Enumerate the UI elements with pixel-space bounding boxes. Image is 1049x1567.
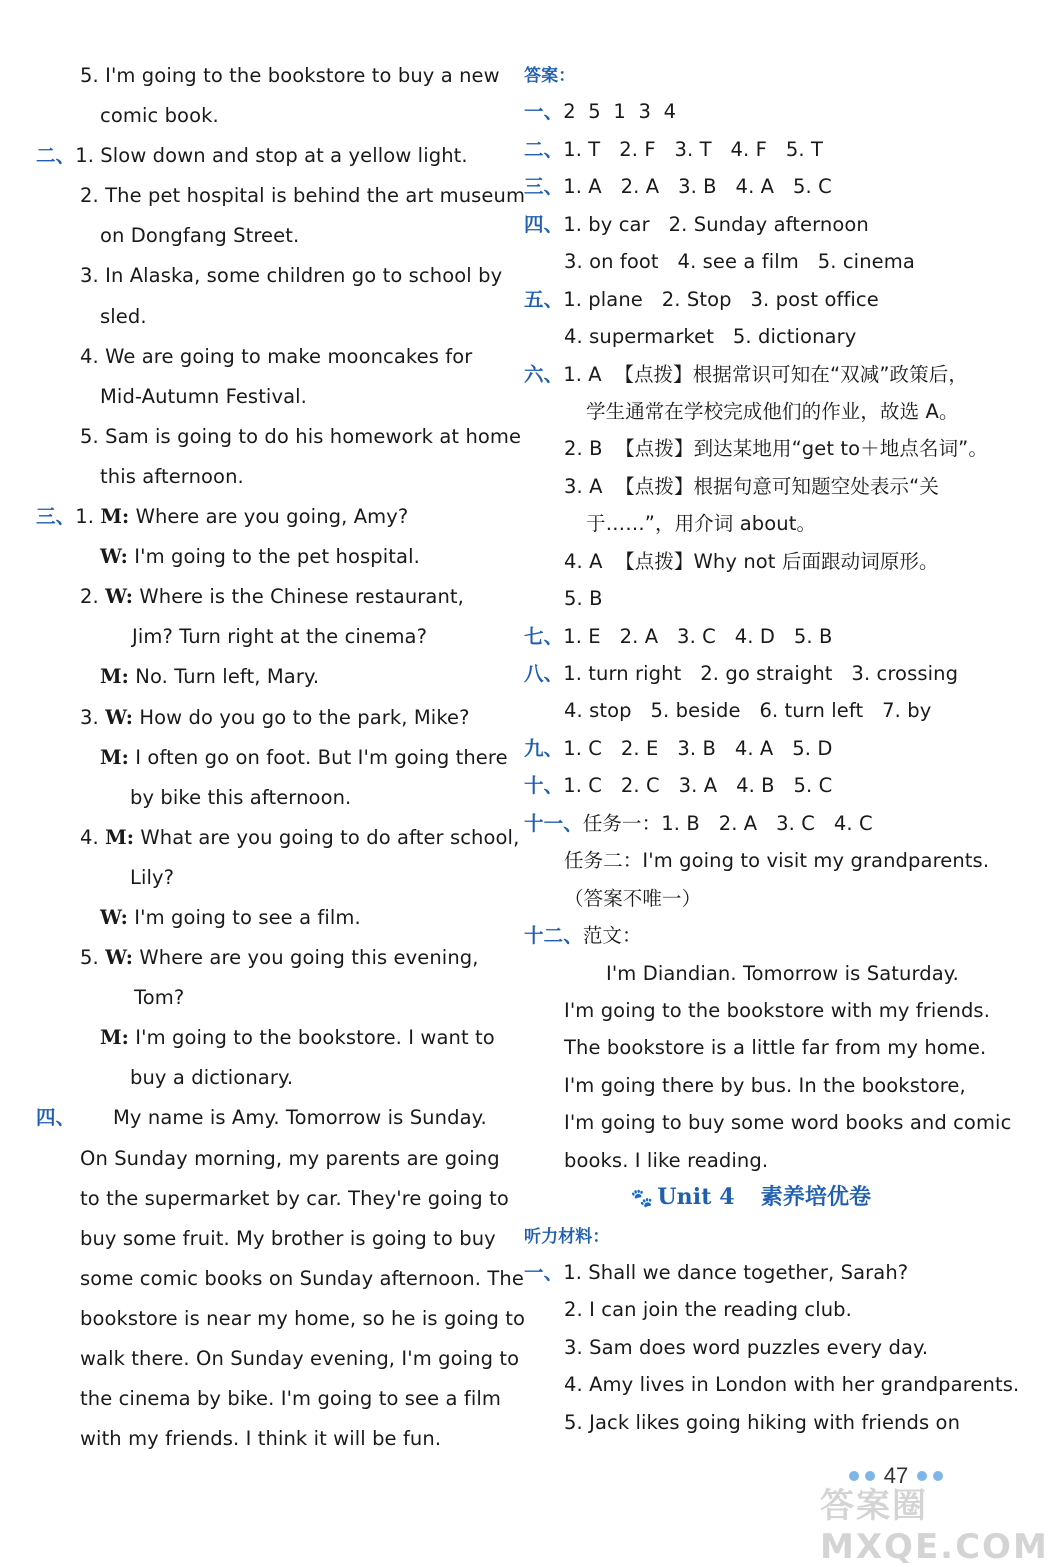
- speaker-label: M:: [100, 665, 129, 689]
- unit-label: Unit 4: [657, 1184, 735, 1211]
- text-line: [36, 1339, 520, 1379]
- line-text: 2.: [80, 585, 106, 609]
- text-line: [524, 580, 978, 617]
- line-text: I'm going to the pet hospital.: [127, 545, 420, 569]
- text-line: [36, 56, 500, 96]
- line-text: What are you going to do after school,: [134, 825, 520, 849]
- text-line: [36, 577, 492, 617]
- text-line: [524, 356, 978, 393]
- text-line: [524, 730, 978, 767]
- speaker-label: W:: [100, 545, 128, 569]
- line-text: 4. We are going to make mooncakes for: [80, 344, 473, 368]
- line-text: Lily?: [130, 865, 175, 889]
- text-line: [36, 1058, 492, 1098]
- text-line: [36, 1379, 501, 1419]
- line-text: this afternoon.: [100, 464, 244, 488]
- text-line: [524, 1329, 978, 1366]
- text-line: [36, 1179, 509, 1219]
- line-text: I often go on foot. But I'm going there: [128, 745, 508, 769]
- text-line: [524, 655, 978, 692]
- section-number: 四、: [36, 1106, 76, 1130]
- line-text: （答案不唯一）: [564, 886, 702, 910]
- header-label: 听力材料：: [524, 1226, 610, 1247]
- line-text: 4. A 【点拨】Why not 后面跟动词原形。: [564, 549, 939, 573]
- line-text: 1. plane 2. Stop 3. post office: [563, 287, 879, 311]
- line-text: 1. A 2. A 3. B 4. A 5. C: [563, 175, 832, 199]
- text-line: [524, 805, 978, 842]
- line-text: 1.: [75, 505, 101, 529]
- line-text: Jim? Turn right at the cinema?: [132, 625, 428, 649]
- text-line: [524, 842, 990, 879]
- line-text: to the supermarket by car. They're going to: [80, 1186, 509, 1210]
- text-line: [36, 1139, 500, 1179]
- line-text: on Dongfang Street.: [100, 224, 300, 248]
- text-line: [524, 992, 990, 1029]
- line-text: Where are you going this evening,: [133, 946, 479, 970]
- line-text: 4. Amy lives in London with her grandparents.: [564, 1373, 1020, 1397]
- section-number: 十、: [524, 774, 564, 798]
- text-line: [524, 543, 978, 580]
- line-text: On Sunday morning, my parents are going: [80, 1146, 500, 1170]
- unit-name: 素养培优卷: [760, 1185, 872, 1211]
- text-line: [524, 1366, 1020, 1403]
- text-line: [36, 337, 492, 377]
- text-line: [524, 880, 978, 917]
- text-line: [36, 1419, 492, 1459]
- line-text: 1. T 2. F 3. T 4. F 5. T: [563, 137, 823, 161]
- text-line: [524, 955, 978, 992]
- text-line: [524, 692, 978, 729]
- text-line: [524, 767, 978, 804]
- line-text: 5. Jack likes going hiking with friends on: [564, 1410, 961, 1434]
- text-line: [36, 537, 492, 577]
- line-text: 3.: [80, 705, 106, 729]
- line-text: walk there. On Sunday evening, I'm going to: [80, 1347, 520, 1370]
- line-text: 于……”，用介词 about。: [586, 512, 817, 536]
- text-line: [524, 206, 978, 243]
- text-line: [36, 216, 492, 256]
- speaker-label: M:: [100, 745, 129, 769]
- line-text: buy some fruit. My brother is going to buy: [80, 1226, 496, 1250]
- text-line: [36, 1219, 496, 1259]
- line-text: Mid-Autumn Festival.: [100, 384, 307, 408]
- line-text: 范文：: [582, 924, 642, 948]
- watermark: 答案圈 MXQE.COM: [820, 1486, 1049, 1567]
- text-line: [36, 738, 508, 778]
- line-text: 5. Sam is going to do his homework at home: [80, 424, 522, 448]
- line-text: 2 5 1 3 4: [563, 100, 677, 124]
- line-text: 2. I can join the reading club.: [564, 1298, 852, 1322]
- paw-icon: 🐾: [630, 1188, 654, 1210]
- section-number: 八、: [524, 662, 564, 685]
- text-line: [524, 1142, 978, 1179]
- section-number: 三、: [524, 175, 564, 199]
- line-text: 4. stop 5. beside 6. turn left 7. by: [564, 699, 932, 723]
- text-line: [524, 1254, 978, 1291]
- line-text: Where are you going, Amy?: [129, 505, 409, 529]
- line-text: 3. In Alaska, some children go to school by: [80, 264, 503, 288]
- section-number: 六、: [524, 362, 564, 386]
- line-text: comic book.: [100, 104, 219, 128]
- text-line: [524, 505, 978, 542]
- text-line: [36, 96, 492, 136]
- text-line: [36, 1259, 524, 1299]
- section-number: 二、: [524, 137, 564, 161]
- line-text: I'm going to buy some word books and comic: [564, 1111, 1012, 1135]
- section-number: 七、: [524, 624, 564, 648]
- line-text: 5. I'm going to the bookstore to buy a new: [80, 64, 500, 87]
- line-text: I'm Diandian. Tomorrow is Saturday.: [606, 961, 959, 985]
- speaker-label: M:: [100, 505, 130, 529]
- line-text: 学生通常在学校完成他们的作业，故选 A。: [586, 399, 959, 423]
- page-number: 47: [883, 1463, 909, 1488]
- speaker-label: W:: [105, 705, 134, 729]
- text-line: [36, 136, 492, 176]
- header-label: 答案：: [524, 66, 576, 86]
- line-text: No. Turn left, Mary.: [128, 665, 320, 689]
- section-number: 五、: [524, 287, 564, 311]
- text-line: [524, 1029, 987, 1066]
- section-number: 一、: [524, 100, 564, 124]
- line-text: 任务一：1. B 2. A 3. C 4. C: [582, 811, 873, 835]
- line-text: 3. on foot 4. see a film 5. cinema: [564, 250, 915, 274]
- line-text: 1. C 2. C 3. A 4. B 5. C: [563, 774, 833, 798]
- text-line: [36, 1098, 492, 1138]
- line-text: 4. supermarket 5. dictionary: [564, 325, 857, 349]
- text-line: [524, 917, 978, 954]
- text-line: [36, 497, 492, 537]
- speaker-label: W:: [105, 946, 134, 970]
- text-line: [524, 243, 978, 280]
- line-text: 2. B 【点拨】到达某地用“get to＋地点名词”。: [564, 437, 988, 461]
- section-header: [524, 56, 978, 93]
- speaker-label: W:: [100, 905, 128, 929]
- text-line: [36, 698, 492, 738]
- line-text: sled.: [100, 304, 147, 328]
- text-line: [36, 978, 492, 1018]
- text-line: [36, 938, 492, 978]
- text-line: [524, 468, 978, 505]
- text-line: [36, 617, 492, 657]
- line-text: buy a dictionary.: [130, 1066, 294, 1090]
- text-line: [36, 377, 492, 417]
- line-text: I'm going to see a film.: [127, 905, 361, 929]
- line-text: 1. Shall we dance together, Sarah?: [563, 1261, 909, 1284]
- text-line: [36, 1018, 495, 1058]
- section-number: 二、: [36, 144, 76, 168]
- line-text: 1. E 2. A 3. C 4. D 5. B: [563, 624, 833, 648]
- text-line: [524, 430, 988, 467]
- line-text: The bookstore is a little far from my home.: [564, 1036, 987, 1060]
- line-text: I'm going to the bookstore with my friends.: [564, 998, 990, 1022]
- right-column: [524, 56, 1020, 1441]
- section-header: [524, 1217, 978, 1254]
- text-line: [36, 417, 522, 457]
- text-line: [36, 657, 492, 697]
- section-number: 十二、: [524, 924, 583, 948]
- text-line: [524, 93, 978, 130]
- line-text: 任务二：I'm going to visit my grandparents.: [564, 849, 990, 873]
- text-line: [524, 281, 978, 318]
- line-text: I'm going there by bus. In the bookstore,: [564, 1073, 966, 1097]
- text-line: [524, 618, 978, 655]
- text-line: [524, 1067, 978, 1104]
- speaker-label: M:: [100, 1026, 129, 1050]
- line-text: 5.: [80, 946, 106, 970]
- left-column: [36, 56, 526, 1459]
- line-text: 1. Slow down and stop at a yellow light.: [75, 144, 468, 168]
- text-line: [36, 898, 492, 938]
- speaker-label: W:: [105, 585, 134, 609]
- text-line: [524, 393, 978, 430]
- unit-title: [524, 1179, 978, 1216]
- line-text: 3. Sam does word puzzles every day.: [564, 1335, 929, 1359]
- line-text: Where is the Chinese restaurant,: [133, 585, 464, 609]
- line-text: 5. B: [564, 587, 603, 611]
- line-text: 1. C 2. E 3. B 4. A 5. D: [563, 736, 833, 760]
- line-text: by bike this afternoon.: [130, 785, 352, 809]
- text-line: [524, 1404, 978, 1441]
- speaker-label: M:: [105, 825, 135, 849]
- text-line: [36, 256, 503, 296]
- text-line: [524, 318, 978, 355]
- line-text: 1. A 【点拨】根据常识可知在“双减”政策后，: [563, 362, 968, 386]
- line-text: I'm going to the bookstore. I want to: [128, 1026, 495, 1050]
- line-text: books. I like reading.: [564, 1148, 769, 1172]
- line-text: How do you go to the park, Mike?: [133, 705, 470, 729]
- line-text: the cinema by bike. I'm going to see a film: [80, 1387, 501, 1411]
- line-text: My name is Amy. Tomorrow is Sunday.: [75, 1106, 487, 1130]
- text-line: [36, 778, 492, 818]
- text-line: [36, 818, 520, 858]
- text-line: [524, 168, 978, 205]
- text-line: [524, 1104, 1012, 1141]
- section-number: 九、: [524, 736, 564, 760]
- line-text: 1. turn right 2. go straight 3. crossing: [563, 662, 959, 685]
- text-line: [36, 176, 526, 216]
- line-text: 4.: [80, 825, 106, 849]
- line-text: 2. The pet hospital is behind the art museum: [80, 184, 526, 208]
- line-text: some comic books on Sunday afternoon. The: [80, 1266, 524, 1290]
- text-line: [524, 131, 978, 168]
- line-text: 1. by car 2. Sunday afternoon: [563, 212, 869, 236]
- text-line: [36, 297, 492, 337]
- text-line: [524, 1291, 978, 1328]
- line-text: with my friends. I think it will be fun.: [80, 1427, 442, 1451]
- text-line: [36, 858, 492, 898]
- line-text: bookstore is near my home, so he is going to: [80, 1306, 526, 1330]
- text-line: [36, 1299, 526, 1339]
- section-number: 四、: [524, 212, 564, 236]
- text-line: [36, 457, 492, 497]
- section-number: 十一、: [524, 811, 583, 835]
- section-number: 三、: [36, 505, 76, 529]
- line-text: 3. A 【点拨】根据句意可知题空处表示“关: [564, 474, 939, 498]
- line-text: Tom?: [134, 986, 185, 1010]
- section-number: 一、: [524, 1261, 564, 1284]
